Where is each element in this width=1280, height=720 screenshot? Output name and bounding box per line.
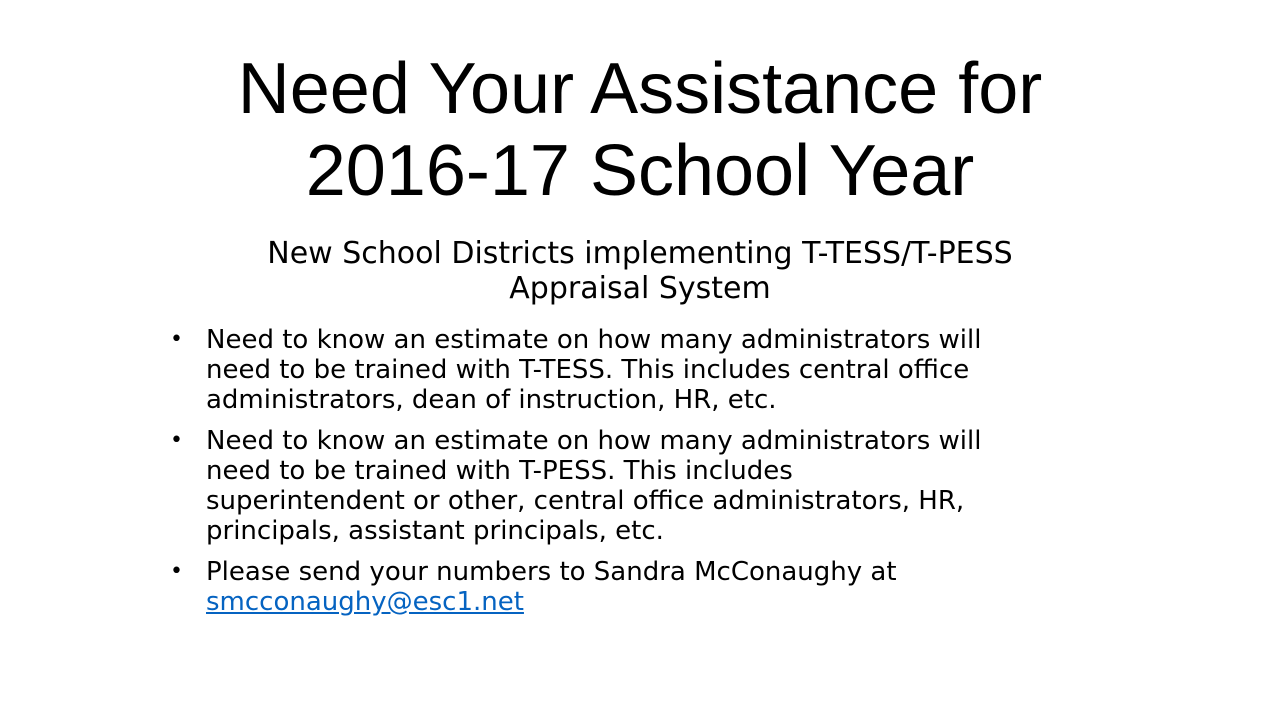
subtitle-line-1: New School Districts implementing T-TESS/T-PESS <box>267 236 1013 271</box>
bullet-text-line: principals, assistant principals, etc. <box>206 516 664 546</box>
bullet-text-line: administrators, dean of instruction, HR, etc. <box>206 385 777 415</box>
subtitle-line-2: Appraisal System <box>509 271 771 306</box>
bullet-text-line: superintendent or other, central office administrators, HR, <box>206 486 965 516</box>
bullet-dot-icon: • <box>170 559 183 584</box>
slide-subtitle <box>90 236 1190 306</box>
title-line-2: 2016-17 School Year <box>305 131 975 211</box>
email-link[interactable]: smcconaughy@esc1.net <box>206 587 524 617</box>
title-line-1: Need Your Assistance for <box>237 49 1043 129</box>
bullet-item-tess <box>170 325 1190 415</box>
bullet-text-line: Need to know an estimate on how many administrators will <box>206 426 982 456</box>
bullet-dot-icon: • <box>170 327 183 352</box>
bullet-text-line: Need to know an estimate on how many administrators will <box>206 325 982 355</box>
bullet-dot-icon: • <box>170 428 183 453</box>
bullet-item-contact <box>170 557 1190 617</box>
slide-title <box>90 48 1190 212</box>
bullet-text-line: need to be trained with T-TESS. This includes central office <box>206 355 970 385</box>
bullet-text-line: Please send your numbers to Sandra McConaughy at <box>206 557 897 587</box>
bullet-list <box>170 325 1190 628</box>
bullet-text-line: need to be trained with T-PESS. This includes <box>206 456 793 486</box>
bullet-item-pess <box>170 426 1190 546</box>
